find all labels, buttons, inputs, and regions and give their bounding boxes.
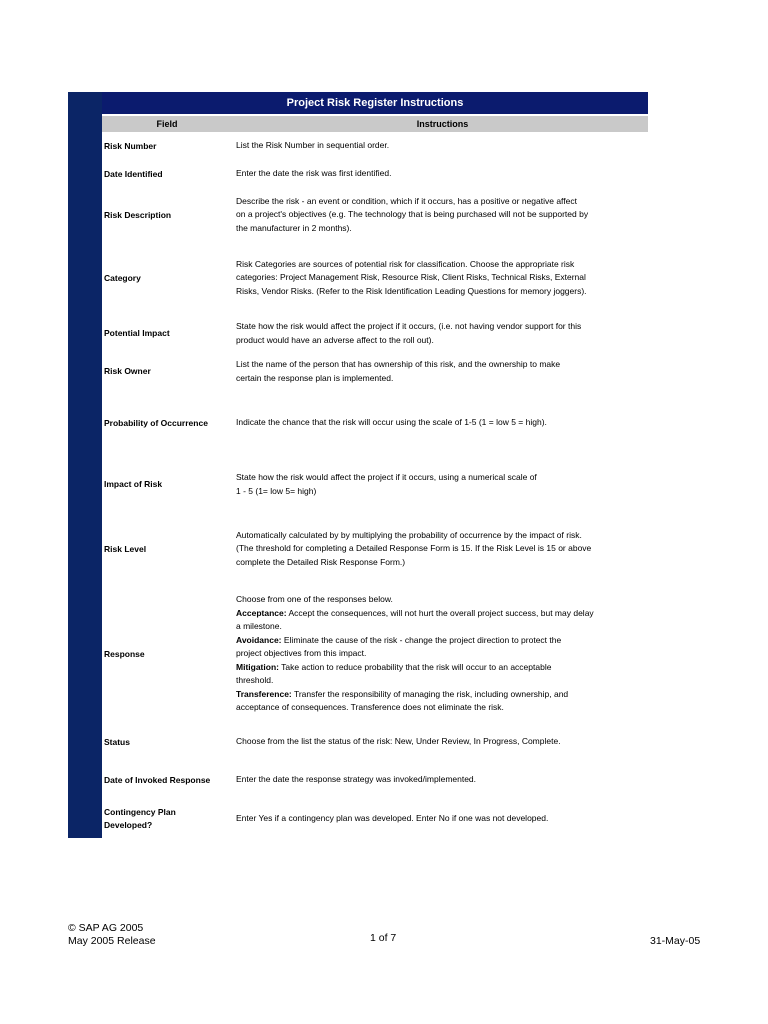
- instruction-text: Choose from one of the responses below. Acceptance: Accept the consequences, will not hurt the overall project success, but may delay a milestone. Avoidance: Eliminate the cause of the risk - change the project direction to protect the project objectives from this impact. Mitigation: Take action to reduce probability that the risk will occur to an acceptable threshold. Transference: Transfer the responsibility of managing the risk, including ownership, and acceptance of consequences. Transference does not eliminate the risk.: [236, 594, 594, 713]
- field-label: Risk Level: [104, 543, 147, 554]
- instruction-text: Indicate the chance that the risk will occur using the scale of 1-5 (1 = low 5 = high).: [236, 417, 547, 428]
- table-row: [102, 415, 648, 431]
- table-row: [102, 772, 648, 788]
- table-header: [102, 116, 648, 132]
- copyright: © SAP AG 2005: [68, 922, 144, 934]
- left-accent-bar: [68, 92, 102, 838]
- field-label: Date of Invoked Response: [104, 774, 211, 785]
- table-row: [102, 357, 648, 386]
- page-number: 1 of 7: [370, 932, 397, 944]
- field-label: Status: [104, 736, 130, 747]
- field-column-header: Field: [156, 119, 178, 129]
- table-row: [102, 166, 648, 182]
- table-row: [102, 193, 648, 237]
- field-label: Category: [104, 272, 141, 283]
- field-label: Contingency Plan Developed?: [104, 807, 176, 830]
- table-row: [102, 592, 648, 716]
- field-label: Impact of Risk: [104, 479, 163, 489]
- instruction-text: State how the risk would affect the project if it occurs, using a numerical scale of 1 - 5 (1= low 5= high): [236, 472, 537, 496]
- field-label: Date Identified: [104, 168, 163, 179]
- instruction-text: Risk Categories are sources of potential risk for classification. Choose the appropriate risk categories: Project Management Risk, Resource Risk, Client Risks, Technical Risks, External Risks, Vendor Risks. (Refer to the Risk Identification Leading Questions for memory joggers).: [236, 258, 587, 296]
- table-row: [102, 470, 648, 499]
- field-label: Risk Owner: [104, 366, 151, 376]
- table-row: [102, 804, 648, 834]
- instruction-text: Choose from the list the status of the risk: New, Under Review, In Progress, Complete.: [236, 736, 561, 747]
- table-row: [102, 138, 648, 154]
- instruction-text: Describe the risk - an event or condition, which if it occurs, has a positive or negative affect on a project's objectives (e.g. The technology that is being purchased will not be supported by the manufacturer in 2 months).: [236, 195, 589, 233]
- instructions-column-header: Instructions: [416, 119, 469, 129]
- field-label: Risk Description: [104, 209, 172, 220]
- page-title: Project Risk Register Instructions: [102, 92, 648, 114]
- instruction-text: List the Risk Number in sequential order.: [236, 140, 390, 151]
- field-label: Response: [104, 648, 145, 659]
- footer-date: 31-May-05: [650, 935, 701, 947]
- instruction-text: Enter the date the response strategy was invoked/implemented.: [236, 774, 477, 785]
- field-label: Risk Number: [104, 140, 157, 151]
- instruction-text: Enter the date the risk was first identified.: [236, 168, 392, 179]
- field-label: Probability of Occurrence: [104, 417, 208, 428]
- instruction-text: Automatically calculated by by multiplying the probability of occurrence by the impact of risk. (The threshold for completing a Detailed Response Form is 15. If the Risk Level is 15 or above complete the Detailed Risk Response Form.): [236, 529, 592, 567]
- table-row: [102, 734, 648, 750]
- instruction-text: List the name of the person that has ownership of this risk, and the ownership to make certain the response plan is implemented.: [236, 359, 561, 383]
- release-label: May 2005 Release: [68, 935, 156, 947]
- field-label: Potential Impact: [104, 328, 170, 338]
- table-row: [102, 256, 648, 300]
- instruction-text: Enter Yes if a contingency plan was developed. Enter No if one was not developed.: [236, 813, 549, 824]
- instruction-text: State how the risk would affect the project if it occurs, (i.e. not having vendor support for this product would have an adverse affect to the roll out).: [236, 321, 582, 345]
- table-row: [102, 319, 648, 348]
- table-row: [102, 527, 648, 571]
